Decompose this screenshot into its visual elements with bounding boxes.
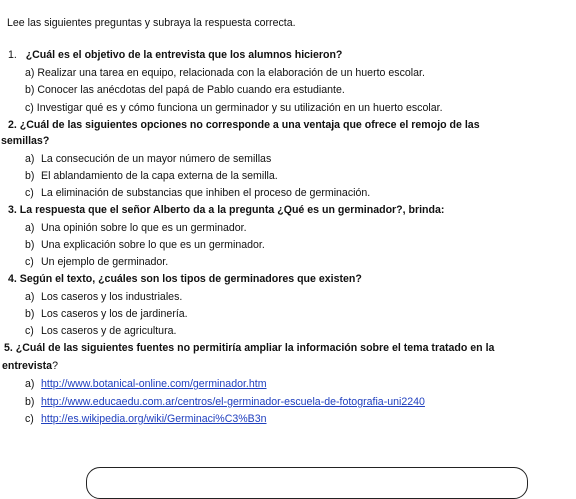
- question-3-option-b[interactable]: [25, 239, 265, 252]
- option-label: a): [25, 291, 35, 303]
- question-3-option-c[interactable]: [25, 256, 168, 269]
- option-text: Los caseros y los industriales.: [41, 291, 183, 303]
- question-1-number: 1.: [8, 49, 17, 61]
- question-3: [8, 204, 444, 217]
- option-text: b) Conocer las anécdotas del papá de Pablo cuando era estudiante.: [25, 84, 345, 96]
- question-1-option-b[interactable]: [25, 84, 345, 97]
- question-5-option-b[interactable]: [25, 396, 425, 409]
- question-5-text-line2: [2, 360, 58, 373]
- option-label: c): [25, 325, 34, 337]
- question-4-number: 4.: [8, 273, 17, 285]
- question-4-option-c[interactable]: [25, 325, 176, 338]
- question-1: [8, 49, 342, 62]
- option-text: La eliminación de substancias que inhiben el proceso de germinación.: [41, 187, 371, 199]
- question-3-text: La respuesta que el señor Alberto da a la pregunta ¿Qué es un germinador?, brinda:: [19, 204, 445, 216]
- question-2: [8, 119, 480, 132]
- question-3-option-a[interactable]: [25, 222, 247, 235]
- question-1-option-a[interactable]: [25, 67, 425, 80]
- option-text: Los caseros y los de jardinería.: [41, 308, 188, 320]
- option-text: El ablandamiento de la capa externa de la semilla.: [41, 170, 278, 182]
- question-5-text-line2-bold: entrevista: [2, 360, 53, 372]
- question-2-option-a[interactable]: [25, 153, 271, 166]
- option-label: c): [25, 187, 34, 199]
- question-2-number: 2.: [8, 119, 17, 131]
- question-1-option-c[interactable]: [25, 102, 443, 115]
- question-3-number: 3.: [8, 204, 17, 216]
- question-2-option-b[interactable]: [25, 170, 278, 183]
- option-label: a): [25, 153, 35, 165]
- option-label: b): [25, 308, 35, 320]
- option-text: La consecución de un mayor número de semillas: [41, 153, 272, 165]
- question-5-text-line1: ¿Cuál de las siguientes fuentes no permitiría ampliar la información sobre el tema tratado en la: [15, 342, 495, 354]
- question-4-option-a[interactable]: [25, 291, 182, 304]
- option-label: a): [25, 222, 35, 234]
- question-5-text-line2-rest: ?: [52, 360, 58, 372]
- question-4: [8, 273, 362, 286]
- option-text: Una explicación sobre lo que es un germinador.: [41, 239, 265, 251]
- question-4-option-b[interactable]: [25, 308, 188, 321]
- question-5-option-a[interactable]: [25, 378, 267, 391]
- option-text: Un ejemplo de germinador.: [41, 256, 169, 268]
- option-label: a): [25, 378, 35, 390]
- question-5-option-c[interactable]: [25, 413, 267, 426]
- option-label: b): [25, 239, 35, 251]
- link-educaedu[interactable]: http://www.educaedu.com.ar/centros/el-germinador-escuela-de-fotografia-uni2240: [41, 396, 425, 408]
- question-2-text-line2: semillas?: [1, 135, 50, 147]
- question-2-text-line1: ¿Cuál de las siguientes opciones no corresponde a una ventaja que ofrece el remojo de las: [19, 119, 480, 131]
- question-2-option-c[interactable]: [25, 187, 370, 200]
- question-5: [4, 342, 494, 355]
- instructions: Lee las siguientes preguntas y subraya la respuesta correcta.: [7, 17, 296, 29]
- link-wikipedia[interactable]: http://es.wikipedia.org/wiki/Germinaci%C3%B3n: [41, 413, 267, 425]
- question-1-text: ¿Cuál es el objetivo de la entrevista que los alumnos hicieron?: [25, 49, 343, 61]
- question-4-text: Según el texto, ¿cuáles son los tipos de germinadores que existen?: [19, 273, 362, 285]
- rounded-frame: [86, 467, 528, 499]
- option-label: c): [25, 413, 34, 425]
- question-5-number: 5.: [4, 342, 13, 354]
- option-text: a) Realizar una tarea en equipo, relacionada con la elaboración de un huerto escolar.: [25, 67, 425, 79]
- option-text: Una opinión sobre lo que es un germinador.: [41, 222, 247, 234]
- option-label: b): [25, 170, 35, 182]
- option-label: c): [25, 256, 34, 268]
- option-text: c) Investigar qué es y cómo funciona un germinador y su utilización en un huerto escolar.: [25, 102, 443, 114]
- option-text: Los caseros y de agricultura.: [41, 325, 177, 337]
- link-botanical-online[interactable]: http://www.botanical-online.com/germinador.htm: [41, 378, 267, 390]
- option-label: b): [25, 396, 35, 408]
